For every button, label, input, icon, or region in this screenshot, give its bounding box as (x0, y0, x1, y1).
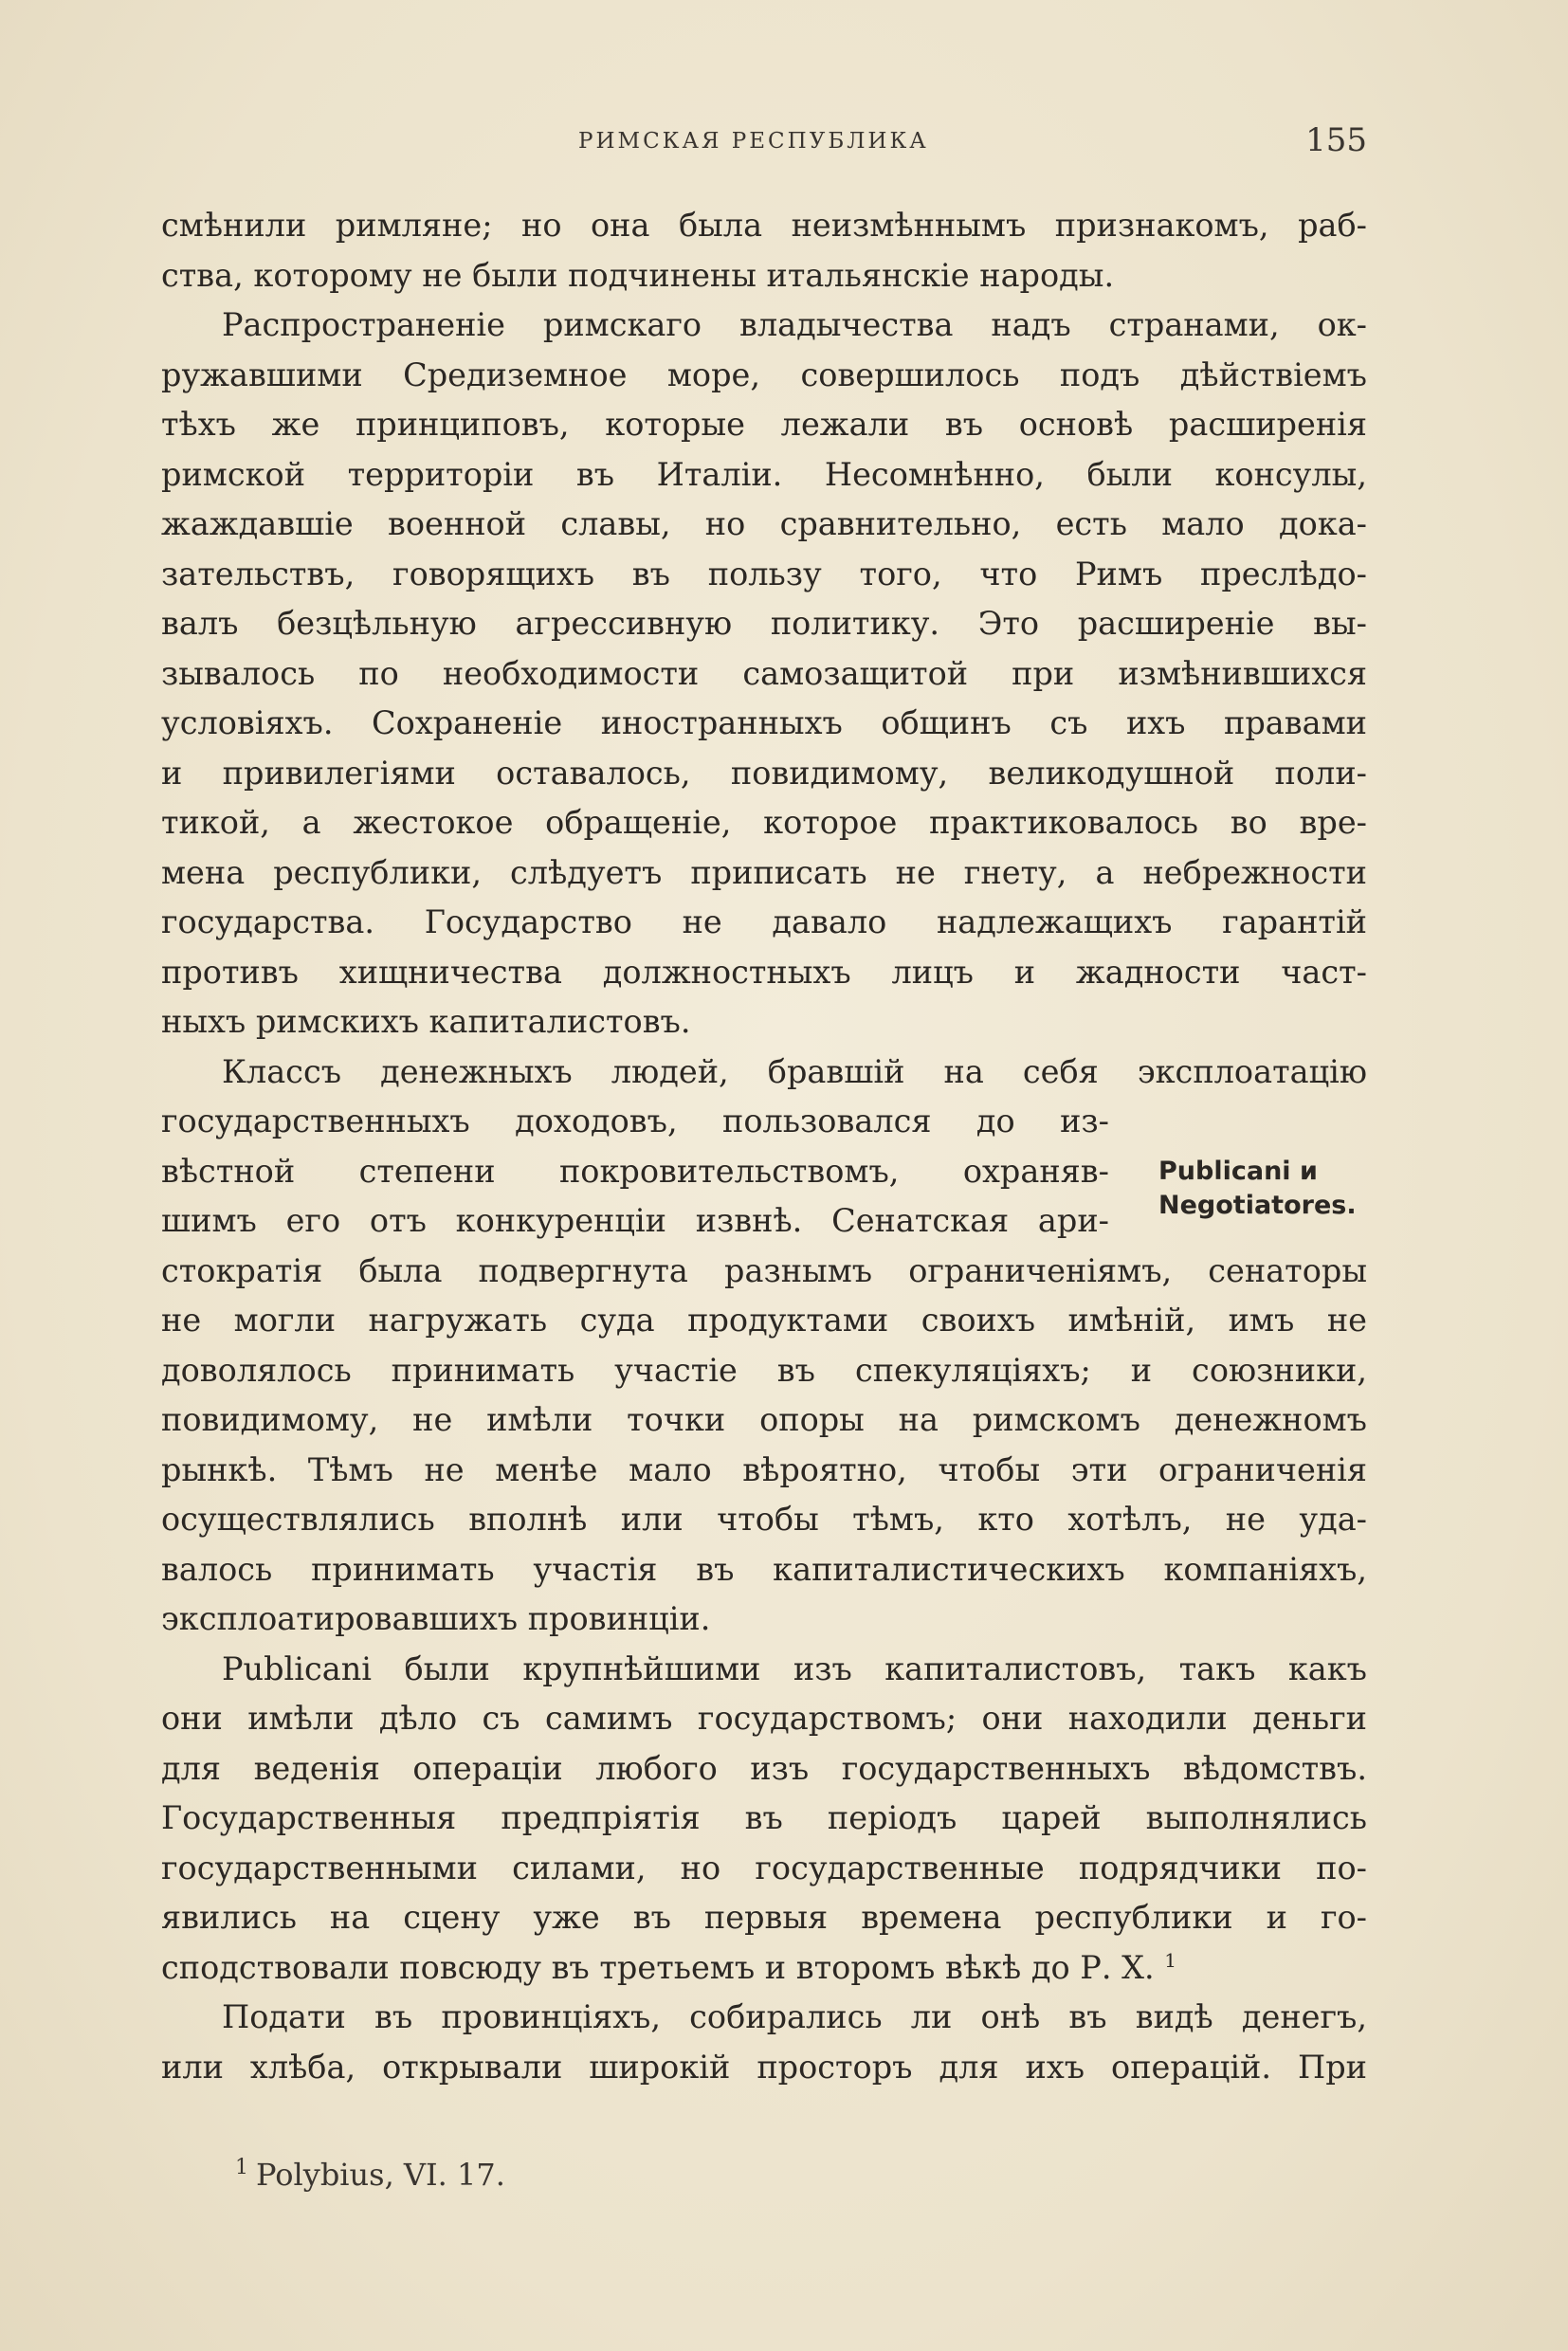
text-line: противъ хищничества должностныхъ лицъ и жадности част- (161, 953, 1367, 991)
text-line: Государственныя предпріятія въ періодъ царей выполнялись (161, 1799, 1367, 1836)
text-line: смѣнили римляне; но она была неизмѣннымъ признакомъ, раб- (161, 207, 1367, 244)
text-line: Подати въ провинціяхъ, собирались ли онѣ въ видѣ денегъ, (222, 1998, 1367, 2035)
running-head (161, 121, 1367, 169)
margin-note-line: Negotiatores. (1158, 1191, 1357, 1220)
text-line-content: сподствовали повсюду въ третьемъ и второмъ вѣкѣ до Р. Х. (161, 1948, 1155, 1986)
text-line: мена республики, слѣдуетъ приписать не гнету, а небрежности (161, 853, 1367, 891)
text-line: не могли нагружать суда продуктами своихъ имѣній, имъ не (161, 1302, 1367, 1339)
text-line: тѣхъ же принциповъ, которые лежали въ основѣ расширенія (161, 406, 1367, 443)
text-line: вѣстной степени покровительствомъ, охраняв- (161, 1152, 1109, 1190)
text-line: повидимому, не имѣли точки опоры на римскомъ денежномъ (161, 1401, 1367, 1438)
text-line: рынкѣ. Тѣмъ не менѣе мало вѣроятно, чтобы эти ограниченія (161, 1450, 1367, 1488)
text-line: ства, которому не были подчинены итальянскіе народы. (161, 256, 1115, 294)
text-line: римской территоріи въ Италіи. Несомнѣнно, были консулы, (161, 455, 1367, 493)
text-line: стократія была подвергнута разнымъ ограниченіямъ, сенаторы (161, 1251, 1367, 1289)
text-line: государственными силами, но государственные подрядчики по- (161, 1849, 1367, 1886)
text-line: условіяхъ. Сохраненіе иностранныхъ общинъ съ ихъ правами (161, 704, 1367, 741)
text-line: явились на сцену уже въ первыя времена республики и го- (161, 1899, 1367, 1936)
text-line-with-footnote (161, 1943, 1367, 1994)
text-line: тикой, а жестокое обращеніе, которое практиковалось во вре- (161, 804, 1367, 841)
body-text (161, 201, 1367, 2092)
page-number: 155 (1305, 121, 1367, 159)
text-line: государственныхъ доходовъ, пользовался до из- (161, 1103, 1109, 1139)
text-line: доволялось принимать участіе въ спекуляціяхъ; и союзники, (161, 1351, 1367, 1389)
text-line: или хлѣба, открывали широкій просторъ для ихъ операцій. При (161, 2048, 1367, 2086)
text-line: и привилегіями оставалось, повидимому, великодушной поли- (161, 754, 1367, 792)
text-line: осуществлялись вполнѣ или чтобы тѣмъ, кто хотѣлъ, не уда- (161, 1501, 1367, 1538)
margin-note-line: Publicani и (1158, 1157, 1318, 1186)
margin-note (1158, 1155, 1367, 1223)
text-line: валъ безцѣльную агрессивную политику. Это расширеніе вы- (161, 605, 1367, 642)
text-line: жаждавшіе военной славы, но сравнительно, есть мало дока- (161, 505, 1367, 542)
text-line: валось принимать участія въ капиталистическихъ компаніяхъ, (161, 1550, 1367, 1588)
footnote-reference: 1 (1164, 1948, 1177, 1972)
text-line: ружавшими Средиземное море, совершилось подъ дѣйствіемъ (161, 355, 1367, 393)
text-line: эксплоатировавшихъ провинціи. (161, 1600, 711, 1637)
text-line: Классъ денежныхъ людей, бравшій на себя эксплоатацію (222, 1052, 1367, 1090)
text-line: ныхъ римскихъ капиталистовъ. (161, 1003, 691, 1040)
footnote-text: Polybius, VI. 17. (256, 2157, 505, 2193)
text-line: зательствъ, говорящихъ въ пользу того, что Римъ преслѣдо- (161, 555, 1367, 592)
footnote (235, 2154, 505, 2196)
text-line: для веденія операціи любого изъ государственныхъ вѣдомствъ. (161, 1749, 1367, 1787)
footnote-marker: 1 (235, 2156, 248, 2180)
text-line: государства. Государство не давало надлежащихъ гарантій (161, 903, 1367, 940)
text-line: они имѣли дѣло съ самимъ государствомъ; они находили деньги (161, 1700, 1367, 1737)
text-line: зывалось по необходимости самозащитой при измѣнившихся (161, 654, 1367, 692)
text-line: шимъ его отъ конкуренціи извнѣ. Сенатская ари- (161, 1202, 1109, 1239)
text-line: Распространеніе римскаго владычества надъ странами, ок- (222, 306, 1367, 343)
running-title: РИМСКАЯ РЕСПУБЛИКА (578, 129, 929, 154)
text-line: Publicani были крупнѣйшими изъ капиталистовъ, такъ какъ (222, 1649, 1367, 1687)
